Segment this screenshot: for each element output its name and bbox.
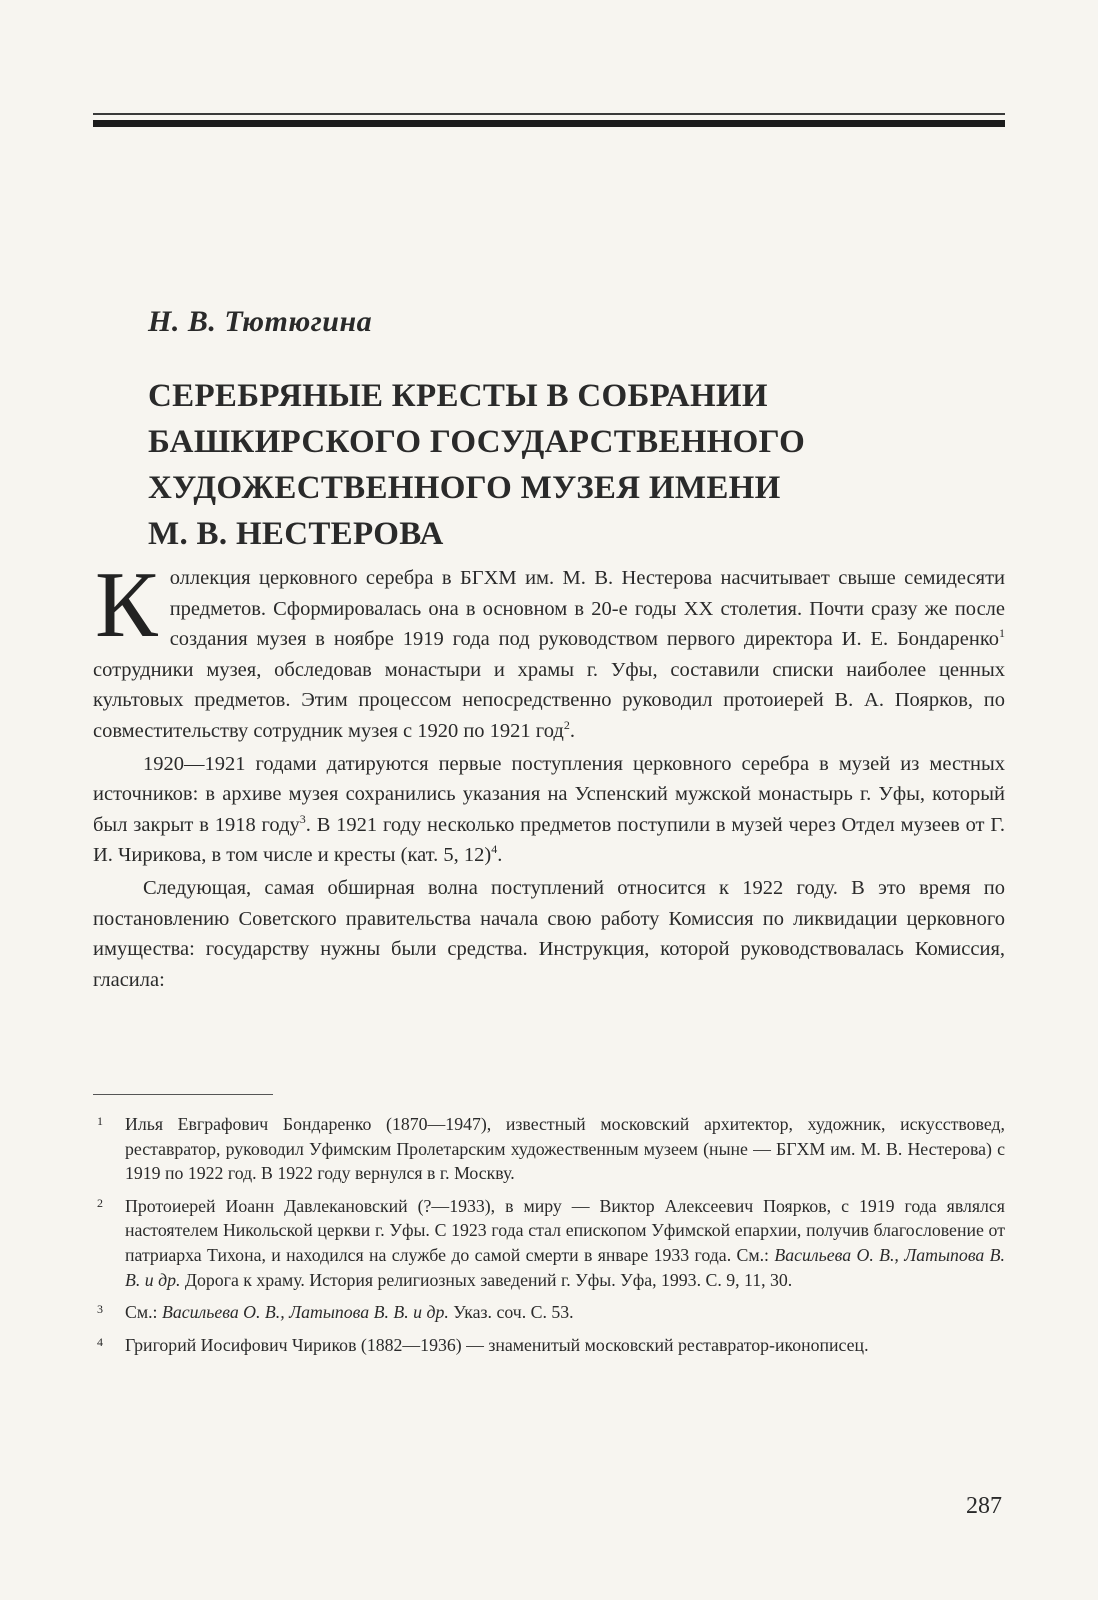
footnote-ref[interactable]: 4: [491, 842, 498, 857]
paragraph: [93, 749, 1005, 871]
page-number: 287: [966, 1493, 1002, 1519]
title-line: М. В. НЕСТЕРОВА: [148, 516, 444, 552]
paragraph-text: .: [497, 844, 503, 867]
footnote: [93, 1112, 1005, 1186]
footnote-ref[interactable]: 2: [563, 718, 570, 733]
footnote-citation-authors: Васильева О. В., Латыпова В. В. и др.: [161, 1302, 449, 1323]
title-line: СЕРЕБРЯНЫЕ КРЕСТЫ В СОБРАНИИ: [148, 378, 768, 414]
footnotes: [93, 1112, 1005, 1365]
footnote-text-part: См.:: [125, 1302, 162, 1323]
drop-cap: К: [95, 553, 158, 657]
footnote-text: Григорий Иосифович Чириков (1882—1936) — знаменитый московский реставратор-иконописец.: [125, 1334, 869, 1355]
paragraph-text: . В 1921 году несколько предметов поступили в музей через Отдел музеев от Г. И. Чирикова, в том числе и кресты (кат. 5, 12): [93, 813, 1005, 867]
footnote: [93, 1333, 1005, 1358]
title-line: БАШКИРСКОГО ГОСУДАРСТВЕННОГО: [148, 424, 806, 460]
header-rule-thick: [93, 120, 1005, 127]
footnote-number: 2: [97, 1195, 103, 1210]
footnote: [93, 1194, 1005, 1292]
footnote-number: 3: [97, 1302, 103, 1317]
footnote-text: [125, 1300, 1005, 1325]
paragraph-text: 1920—1921 годами датируются первые поступления церковного серебра в музей из местных источников: в архиве музея сохранились указания на Успенский мужской монастырь г. Уфы, который был закрыт в 1918 году: [93, 752, 1005, 836]
title-line: ХУДОЖЕСТВЕННОГО МУЗЕЯ ИМЕНИ: [148, 470, 781, 506]
footnote-ref[interactable]: 3: [299, 811, 306, 826]
footnote-text-part: Дорога к храму. История религиозных заведений г. Уфы. Уфа, 1993. С. 9, 11, 30.: [180, 1269, 793, 1290]
article-author: Н. В. Тютюгина: [148, 305, 373, 338]
footnote-ref[interactable]: 1: [999, 626, 1005, 641]
article-title: [148, 373, 908, 557]
footnote-text: Илья Евграфович Бондаренко (1870—1947), известный московский архитектор, художник, искусствовед, реставратор, руководил Уфимским Пролетарским художественным музеем (ныне — БГХМ им. М. В. Нестерова) с 1919 по 1922 год. В 1922 году вернулся в г. Москву.: [125, 1114, 1005, 1184]
footnote-citation-authors: Васильева О. В., Латыпова В. В. и др.: [125, 1244, 1005, 1290]
footnote: [93, 1300, 1005, 1325]
paragraph: [93, 553, 1005, 747]
footnote-text-part: Указ. соч. С. 53.: [448, 1302, 574, 1323]
footnote-text: [125, 1194, 1005, 1292]
paragraph-text: оллекция церковного серебра в БГХМ им. М. В. Нестерова насчитывает свыше семидесяти предметов. Сформировалась она в основном в 20-е годы XX столетия. Почти сразу же после создания музея в ноябре 1919 года под руководством первого директора И. Е. Бондаренко: [169, 567, 1005, 651]
footnote-separator: [93, 1094, 273, 1095]
footnote-number: 1: [97, 1114, 103, 1128]
paragraph: Следующая, самая обширная волна поступлений относится к 1922 году. В это время по постановлению Советского правительства начала свою работу Комиссия по ликвидации церковного имущества: государству нужны были средства. Инструкция, которой руководствовалась Комиссия, гласила:: [93, 876, 1005, 991]
paragraph-text: сотрудники музея, обследовав монастыри и храмы г. Уфы, составили списки наиболее ценных культовых предметов. Этим процессом непосредственно руководил протоиерей В. А. Поярков, по совместительству сотрудник музея с 1920 по 1921 год: [93, 658, 1005, 742]
footnote-text-part: Протоиерей Иоанн Давлекановский (?—1933), в миру — Виктор Алексеевич Поярков, с 1919 года являлся настоятелем Никольской церкви г. Уфы. С 1923 года стал епископом Уфимской епархии, получив благословение от патриарха Тихона, и находился на службе до самой смерти в январе 1933 года. См.:: [125, 1195, 1005, 1265]
paragraph-text: .: [569, 719, 575, 742]
header-rule-thin: [93, 113, 1005, 115]
footnote-number: 4: [97, 1334, 103, 1349]
article-body: [93, 553, 1005, 995]
